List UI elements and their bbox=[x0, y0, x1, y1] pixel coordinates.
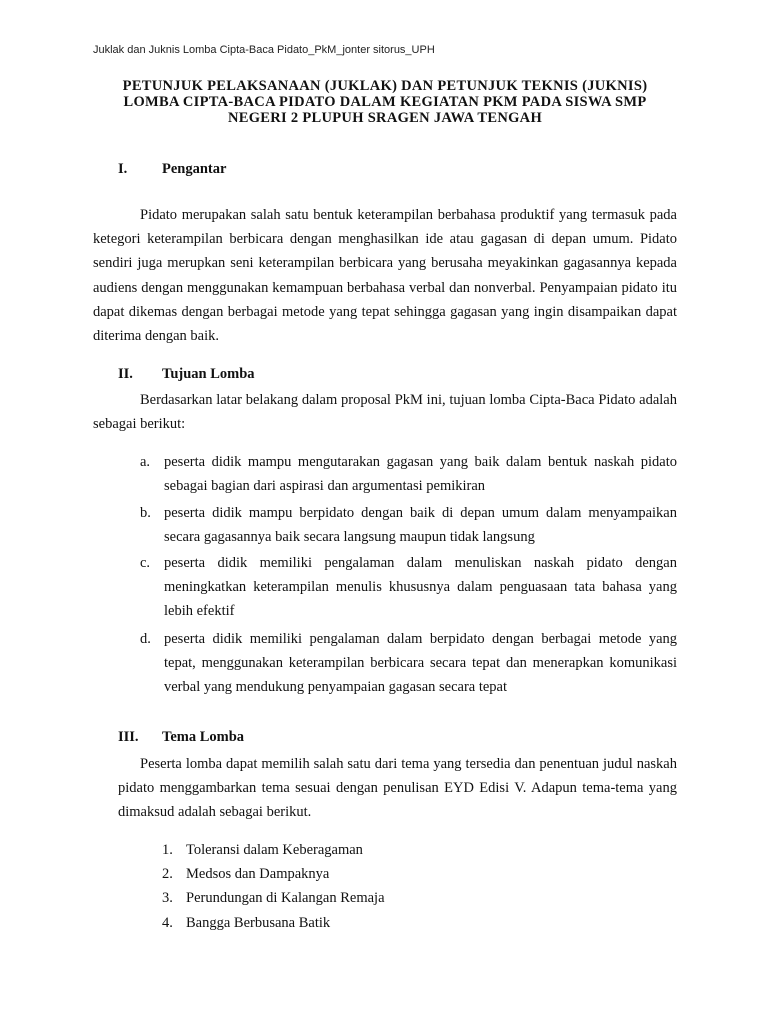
list-marker: a. bbox=[140, 454, 151, 470]
list-item bbox=[140, 450, 677, 501]
objectives-paragraph: Berdasarkan latar belakang dalam proposal PkM ini, tujuan lomba Cipta-Baca Pidato adalah sebagai berikut: bbox=[93, 392, 677, 433]
list-marker: 2. bbox=[162, 866, 173, 883]
intro-paragraph: Pidato merupakan salah satu bentuk keterampilan berbahasa produktif yang termasuk pada ketegori keterampilan berbicara dengan menghasilkan ide atau gagasan di depan umum. Pidato sendiri juga merupkan seni keterampilan berbicara yang berusaha meyakinkan gagasannya kepada audiens dengan menggunakan kemampuan berbahasa verbal dan nonverbal. Penyampaian pidato itu dapat dikemas dengan berbagai metode yang tepat sehingga gagasan yang ingin disampaikan dapat diterima dengan baik. bbox=[93, 207, 677, 345]
list-marker: d. bbox=[140, 631, 151, 647]
objectives-list bbox=[140, 450, 677, 700]
list-item-text: peserta didik memiliki pengalaman dalam berpidato dengan berbagai metode yang tepat, menggunakan keterampilan berbicara secara tepat dan menerapkan komunikasi verbal yang mendukung penyampaian gagasan secara tepat bbox=[164, 631, 677, 696]
list-marker: c. bbox=[140, 555, 151, 571]
section-title: Tema Lomba bbox=[162, 729, 245, 745]
section-number: I. bbox=[118, 161, 128, 177]
list-item-text: Bangga Berbusana Batik bbox=[186, 914, 331, 931]
list-item bbox=[140, 627, 677, 700]
list-item bbox=[162, 838, 562, 862]
list-item-text: Medsos dan Dampaknya bbox=[186, 866, 330, 883]
list-item bbox=[140, 501, 677, 551]
title-line-3: NEGERI 2 PLUPUH SRAGEN JAWA TENGAH bbox=[227, 110, 543, 126]
list-marker: 1. bbox=[162, 842, 173, 858]
list-item-text: peserta didik memiliki pengalaman dalam menuliskan naskah pidato dengan meningkatkan keterampilan menulis khususnya dalam penguasaan tata bahasa yang lebih efektif bbox=[164, 555, 677, 620]
section-number: II. bbox=[118, 366, 133, 382]
list-item bbox=[162, 886, 562, 910]
list-item bbox=[162, 911, 562, 935]
list-item bbox=[140, 551, 677, 627]
list-item-text: peserta didik mampu mengutarakan gagasan yang baik dalam bentuk naskah pidato sebagai bagian dari aspirasi dan argumentasi pemikiran bbox=[164, 454, 677, 495]
list-item-text: peserta didik mampu berpidato dengan baik di depan umum dalam menyampaikan secara gagasannya baik secara langsung maupun tidak langsung bbox=[164, 505, 677, 546]
list-item-text: Perundungan di Kalangan Remaja bbox=[186, 890, 385, 907]
themes-paragraph: Peserta lomba dapat memilih salah satu dari tema yang tersedia dan penentuan judul naskah pidato menggambarkan tema sesuai dengan penulisan EYD Edisi V. Adapun tema-tema yang dimaksud adalah sebagai berikut. bbox=[118, 756, 677, 821]
list-marker: b. bbox=[140, 505, 151, 521]
title-line-2: LOMBA CIPTA-BACA PIDATO DALAM KEGIATAN PKM PADA SISWA SMP bbox=[123, 94, 647, 110]
section-title: Tujuan Lomba bbox=[162, 366, 255, 382]
running-header: Juklak dan Juknis Lomba Cipta-Baca Pidato_PkM_jonter sitorus_UPH bbox=[93, 44, 435, 56]
list-item-text: Toleransi dalam Keberagaman bbox=[186, 842, 363, 858]
document-title bbox=[90, 78, 680, 126]
list-marker: 3. bbox=[162, 890, 173, 907]
title-line-1: PETUNJUK PELAKSANAAN (JUKLAK) DAN PETUNJUK TEKNIS (JUKNIS) bbox=[122, 78, 648, 94]
section-number: III. bbox=[118, 729, 139, 745]
section-title: Pengantar bbox=[162, 161, 227, 177]
list-item bbox=[162, 862, 562, 886]
list-marker: 4. bbox=[162, 914, 173, 931]
themes-list bbox=[162, 838, 562, 935]
